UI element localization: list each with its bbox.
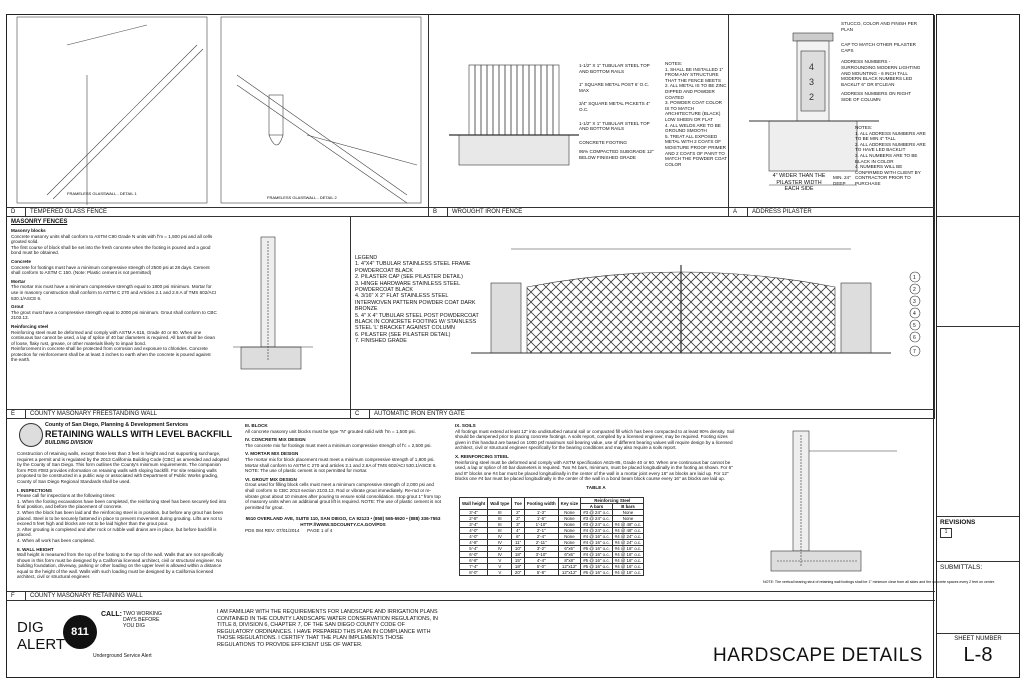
retaining-right-text: IX. SOILS All footings must extend at least 12" into undisturbed natural soil or compacted fill which has been compacted to at least 90% density. Soil should be dampened prior to placing concrete footings. A soils report, compiled by a licensed engineer, may be required. Footing sizes given in this handout are based on 1000 psf maximum soil bearing value, use of different bearing values will require design by a licensed architect, civil or structural engineer specifically for the bearing conditions and may also require a soils report. X. REINFORCING STEEL Reinforcing steel must be deformed and comply with ASTM specification A615-85, Grade 40 or 60. When one continuous bar cannot be used, a lap or splice of 40 bar diameters is required. Two #4 bars, minimum, must be placed longitudinally in the footing as shown. For 6" and 8" blocks one #4 bar must be placed longitudinally in the center of the wall in a mortar joint every 16" as blocks are laid up. For 12" blocks one #4 bar must be placed longitudinally in the center of the wall in a bond beam block course every 16" as blocks are laid up. TABLE A [455,423,735,490]
panel-wrought-iron-fence [429,15,729,217]
masonry-heading: MASONRY FENCES [11,219,68,225]
svg-text:1: 1 [913,275,916,281]
retaining-middle-text: III. BLOCK All concrete masonry unit blocks must be type "N" grouted solid with f'm = 1,500 psi. IV. CONCRETE MIX DESIGN The concrete mix for footings must meet a minimum compressive strength of f'c = 2,500 psi. V. MORTAR MIX DESIGN The mortar mix for block placement must meet a minimum compressive strength of 1,800 psi. Mortar shall conform to ASTM C 270 and articles 2.1 and 2.6A of TMS 602/ACI 530.1/ASCE 6. NOTE: The use of plastic cement is not permitted for mortar. VI. GROUT MIX DESIGN Grout used for filling block cells must meet a minimum compressive strength of 2,000 psi and shall conform to CBC 2013 section 2103.13. Rod or vibrate grout immediately. Re-rod or re-vibrate grout about 10 minutes after pouring to ensure solid consolidation. Stop grout 1" from top of masonry units when an additional grout lift is required. NOTE: The use of plastic cement is not permitted for grout. 5510 OVERLAND AVE, SUITE 110, SAN DIEGO, CA 92123 • (858) 565-5920 • (888) 336-7553 HTTP://WWW.SDCOUNTY.CA.GOV/PDS PDS 084 REV: 07/01/2014 PAGE 1 of 4 [245,423,442,533]
sheet-title: HARDSCAPE DETAILS [713,645,923,666]
table-row: 4'-8" IV 11" 2'-11" None #4 @ 16" o.c. #4 @ 24" o.c. [460,540,644,546]
table-row: 2'-8" III 2" 1'-6" None #3 @ 24" o.c. None [460,516,644,522]
panel-tempered-glass-fence [7,15,429,217]
county-seal [19,423,43,447]
table-row: 5'-4" IV 10" 3'-2" 6"x6" #5 @ 16" o.c. #4 @ 16" o.c. [460,546,644,552]
table-row: 6'-0" IV 18" 3'-10" 6"x6" #4 @ 16" o.c. #4 @ 16" o.c. [460,552,644,558]
svg-text:2: 2 [809,92,815,102]
retaining-org: County of San Diego, Planning & Development Services [45,422,189,428]
revisions-block [937,517,1019,538]
glass-detail-1-label: FRAMELESS GLASSWALL - DETAIL 1 [67,191,137,196]
gate-legend: LEGEND 1. 4"X4" TUBULAR STAINLESS STEEL FRAME POWDERCOAT BLACK 2. PILASTER CAP (SEE PILASTER DETAIL) 3. HINGE HARDWARE STAINLESS STEEL POWDERCOAT BLACK 4. 3/16" X 2" FLAT STAINLESS STEEL INTERWOVEN PATTERN POWDER COAT DARK BRONZE 5. 4" X 4" TUBULAR STEEL POST POWDERCOAT BLACK IN CONCRETE FOOTING W/ STAINLESS STEEL 'L' BRACKET AGAINST COLUMN 6. PILASTER (SEE PILASTER DETAIL) 7. FINISHED GRADE [355,255,479,345]
sheet-number-label: SHEET NUMBER [954,636,1002,642]
revisions-label: REVISIONS [940,519,976,526]
table-row: 3'-4" III 3" 1'-10" None #3 @ 24" o.c. #4 @ 48" o.c. [460,522,644,528]
table-row: 8'-0" V 20" 5'-8" 12"x12" #6 @ 16" o.c. #4 @ 16" o.c. [460,570,644,576]
masonry-section-drawing [223,231,343,381]
retaining-section-note: NOTE: The vertical bearing strut of retaining wall footings shall be 1" minimum clear from all sides and the concrete spaces every 2 feet on center. [763,580,995,584]
address-numerals: 4 [809,62,815,72]
panel-automatic-gate [351,217,935,419]
panel-address-pilaster [729,15,935,217]
two-days-text: TWO WORKING DAYS BEFORE YOU DIG [123,611,162,630]
masonry-specs: Masonry blocks Concrete masonry units shall conform to ASTM C90 Grade N units with f'm = 1,500 psi and all cells grouted solid. The first course of block shall be set into the fresh concrete when the footing is poured and a good bond must be obtained. Concrete Concrete for footings must have a minimum compressive strength of 2500 psi at 28 days. Cement shall conform to ASTM C 150. (Note: Plastic cement is not permitted) Mortar The mortar mix must have a minimum compressive strength equal to 1800 psi minimum. Mortar for use in masonry construction shall conform to ASTM C 270 and Articles 2.1 and 2.6 A of TMS 602/ACI 530.1/ASCE 6. Grout The grout must have a compressive strength equal to 2000 psi minimum. Grout shall conform to CBC 2103.13. Reinforcing steel Reinforcing steel must be deformed and comply with ASTM A 615, Grade 40 or 60. When one continuous bar cannot be used, a lap of splice of 40 bar diameters is required. All bars shall be clean of loose, flaky rust, grease, or other materials likely to impair bond. Reinforcement in concrete shall be protected from corrosion and exposure to chlorides. Concrete protection for reinforcement shall be at least 3 inches to earth when the concrete is poured against the earth. [11,228,217,363]
sheet-number-block [937,633,1019,667]
pilaster-footing-label: 4" WIDER THAN THE PILASTER WIDTH EACH SIDE [772,173,826,193]
svg-text:5: 5 [913,323,916,329]
pilaster-callouts: STUCCO, COLOR AND FINISH PER PLAN CAP TO MATCH OTHER PILASTER CAPS ADDRESS NUMBERS - SURROUNDING MODERN LIGHTING AND MOUNTING - 6 INCH TALL MODERN BLACK NUMBERS LED BACKLIT 6" OR 8"CLEAN ADDRESS NUMBERS ON RIGHT SIDE OF COLUMN [841,21,921,102]
panel-masonry-wall [7,217,351,419]
svg-text:2: 2 [913,287,916,293]
svg-text:7: 7 [913,349,916,355]
pilaster-notes: NOTES: 1. ALL ADDRESS NUMBERS ARE TO BE MIN 4" TALL 2. ALL ADDRESS NUMBERS ARE TO HAVE LED BACKLIT 3. ALL NUMBERS ARE TO BE BLACK IN COLOR 4. NUMBERS WILL BE CONFIRMED WITH CLIENT BY CONTRACTOR PRIOR TO PURCHASE [855,125,926,186]
retaining-title: RETAINING WALLS WITH LEVEL BACKFILL [45,429,233,439]
caption-pilaster: A ADDRESS PILASTER [729,207,934,216]
svg-text:4: 4 [913,311,916,317]
811-badge: 811 [63,615,97,649]
retaining-table-a: Wall height Wall type Toe Footing width Key size Reinforcing Steel A bars B bars 3'-4" III 2" 1'-3" None #3 @ 24" o.c. None 2'-8" III 2" 1'-6" None #3 @ 24" o.c. None 3'-4" III 3" 1'-10" None #3 @ 24" o.c. #4 @ 48" o.c. 4'-0" III 4" 2'-1" None #4 @ 24" o.c. #4 @ 48" o.c. 4'-0" IV 6" 2'-4" None #4 @ 16" o.c. #4 @ 24" o.c. 4'-8" IV 11" 2'-11" None #4 @ 16" o.c. #4 @ 24" o.c. 5'-4" IV 10" 3'-2" 6"x6" #5 @ 16" o.c. #4 @ 16" o.c. 6'-0" IV 18" 3'-10" 6"x6" #4 @ 16" o.c. #4 @ 16" o.c. 6'-8" V 15" 4'-4" 8"x8" #5 @ 16" o.c. #4 @ 16" o.c. 7'-4" V 18" 5'-0" 12"x12" #5 @ 16" o.c. #4 @ 16" o.c. 8'-0" V 20" 5'-8" 12"x12" #6 @ 16" o.c. #4 @ 16" o.c. [459,497,644,576]
title-block [936,14,1020,678]
iron-callouts: 1-1/2" X 1" TUBULAR STEEL TOP AND BOTTOM RAILS 1" SQUARE METAL POST 6' O.C. MAX 3/4" SQUARE METAL PICKETS 4" O.C. 1-1/2" X 1" TUBULAR STEEL TOP AND BOTTOM RAILS CONCRETE FOOTING 95% COMPACTED SUBGRADE 12" BELOW FINISHED GRADE [579,63,654,160]
pilaster-depth-label: MIN. 24" DEEP [833,175,851,186]
glass-detail-2-label: FRAMELESS GLASSWALL - DETAIL 2 [267,195,337,200]
water-certification: I AM FAMILIAR WITH THE REQUIREMENTS FOR LANDSCAPE AND IRRIGATION PLANS CONTAINED IN THE COUNTY LANDSCAPE WATER CONSERVATION REGULATIONS, IN TITLE 8, DIVISION 6, CHAPTER 7, OF THE SAN DIEGO COUNTY CODE OF REGULATORY ORDINANCES. I HAVE PREPARED THIS PLAN IN COMPLIANCE WITH THOSE REGULATIONS. I CERTIFY THAT THE PLAN IMPLEMENTS THOSE REGULATIONS TO PROVIDE EFFICIENT USE OF WATER. [217,609,438,648]
usa-label: Underground Service Alert [93,653,152,659]
dig-alert-text: DIG ALERT [17,619,66,653]
table-row: 3'-4" III 2" 1'-3" None #3 @ 24" o.c. None [460,510,644,516]
sheet-footer [7,601,935,679]
caption-masonry: E COUNTY MASONARY FREESTANDING WALL [7,409,350,418]
call-label: CALL: [101,611,122,618]
iron-notes: NOTES: 1. SHALL BE INSTALLED 1" FROM ANY STRUCTURE THAT THE FENCE MEETS 2. ALL METAL IS TO BE ZINC DIPPED AND POWDER COATED 3. POWDER COAT COLOR IS TO MATCH ARCHITECTURE (BLACK) LOW SHEEN OR FLAT 4. ALL WELDS ARE TO BE GROUND SMOOTH 5. TREAT ALL EXPOSED METAL WITH 2 COATS OF MOISTURE PROOF PRIMER AND 2 COATS OF PAINT TO MATCH THE POWDER COAT COLOR [665,61,727,167]
table-row: 6'-8" V 15" 4'-4" 8"x8" #5 @ 16" o.c. #4 @ 16" o.c. [460,558,644,564]
table-row: 4'-0" III 4" 2'-1" None #4 @ 24" o.c. #4 @ 48" o.c. [460,528,644,534]
sheet-number: L-8 [963,644,993,666]
caption-iron: B WROUGHT IRON FENCE [429,207,728,216]
caption-retaining: F COUNTY MASONARY RETAINING WALL [7,591,935,600]
revision-mark: 1 [940,528,952,538]
submittals-block [937,561,1019,573]
caption-gate: C AUTOMATIC IRON ENTRY GATE [351,409,934,418]
glass-fence-drawing [7,15,429,207]
svg-text:6: 6 [913,335,916,341]
table-row: 4'-0" IV 6" 2'-4" None #4 @ 16" o.c. #4 @ 24" o.c. [460,534,644,540]
caption-glass: D TEMPERED GLASS FENCE [7,207,428,216]
svg-text:3: 3 [809,77,815,87]
svg-text:3: 3 [913,299,916,305]
table-row: 7'-4" V 18" 5'-0" 12"x12" #5 @ 16" o.c. #4 @ 16" o.c. [460,564,644,570]
submittals-label: SUBMITTALS: [940,564,983,571]
retaining-division: BUILDING DIVISION [45,440,93,446]
retaining-left-text: Construction of retaining walls, except those less than 3 feet in height and not supporting surcharge, requires a permit and is regulated by the 2013 California Building Code (CBC) as amended and adopted by the County of San Diego. This form outlines the County's minimum requirements. The companion form PDS #083 provides information on retaining walls with sloping backfill. For site retaining walls proposed to be constructed in a public way or associated with Department of Public Works grading, County of San Diego Regional Standards shall be used. I. INSPECTIONS Please call for inspections at the following times: 1. When the footing excavations have been completed, the reinforcing steel has been securely tied into final position, and before the placement of concrete. 2. When the block has been laid and the reinforcing steel is in position, but before any grout has been placed. Steel is to be securely fastened in place to prevent movement during grouting. Lifts are not to exceed 5 feet high and blocks are not to be laid higher than the grout pour. 3. After grouting is completed and after rock or rubble wall drains are in place, but before backfill is placed. 4. When all work has been completed. II. WALL HEIGHT Wall height is measured from the top of the footing to the top of the wall. Walls that are not specifically shown in this form must be designed by a California licensed architect, civil or structural engineer. No building foundation, driveway, parking or other loading on the upper level is allowed within a distance equal to the height of the wall. Walls with such loading must be designed by a California licensed architect, civil or structural engineer. [17,451,229,580]
